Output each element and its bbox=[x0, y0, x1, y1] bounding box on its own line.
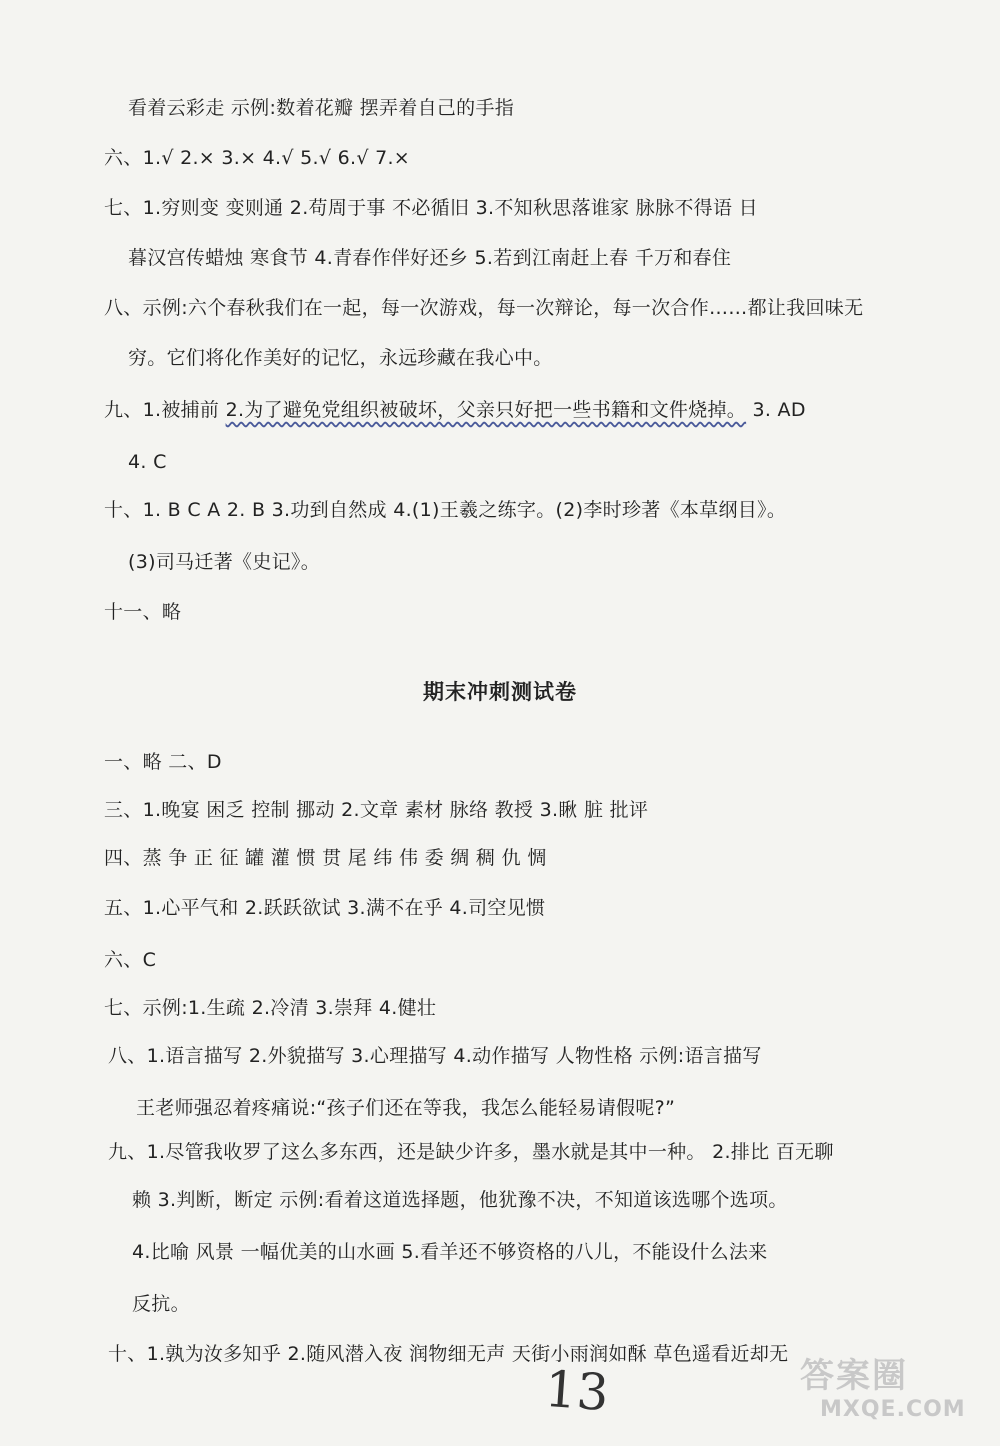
watermark-title: 答案圈 bbox=[800, 1356, 908, 1396]
answer-line: 看着云彩走 示例:数着花瓣 摆弄着自己的手指 bbox=[128, 97, 515, 119]
answer-line: 七、示例:1.生疏 2.冷清 3.崇拜 4.健壮 bbox=[104, 997, 437, 1019]
answer-line: (3)司马迁著《史记》。 bbox=[128, 551, 321, 573]
answer-line: 反抗。 bbox=[132, 1293, 190, 1315]
answer-line: 五、1.心平气和 2.跃跃欲试 3.满不在乎 4.司空见惯 bbox=[104, 897, 546, 919]
answer-line: 十一、略 bbox=[104, 601, 182, 623]
answer-line: 八、1.语言描写 2.外貌描写 3.心理描写 4.动作描写 人物性格 示例:语言描写 bbox=[108, 1045, 762, 1067]
answer-line: 四、蒸 争 正 征 罐 灌 惯 贯 尾 纬 伟 委 绸 稠 仇 惆 bbox=[104, 847, 547, 869]
answer-line: 穷。它们将化作美好的记忆，永远珍藏在我心中。 bbox=[128, 347, 553, 369]
answer-line: 六、C bbox=[104, 949, 157, 971]
answer-segment: 九、1.被捕前 bbox=[104, 399, 226, 421]
answer-line: 赖 3.判断，断定 示例:看着这道选择题，他犹豫不决，不知道该选哪个选项。 bbox=[132, 1189, 788, 1211]
answer-line: 王老师强忍着疼痛说:“孩子们还在等我，我怎么能轻易请假呢?” bbox=[136, 1097, 676, 1119]
answer-line: 4. C bbox=[128, 451, 167, 473]
answer-line: 一、略 二、D bbox=[104, 751, 222, 773]
answer-line: 4.比喻 风景 一幅优美的山水画 5.看羊还不够资格的八儿，不能设什么法来 bbox=[132, 1241, 768, 1263]
answer-line: 八、示例:六个春秋我们在一起，每一次游戏，每一次辩论，每一次合作……都让我回味无 bbox=[104, 297, 864, 319]
answer-segment: 3. AD bbox=[746, 399, 806, 421]
answer-line: 十、1.孰为汝多知乎 2.随风潜入夜 润物细无声 天街小雨润如酥 草色遥看近却无 bbox=[108, 1343, 789, 1365]
answer-line: 三、1.晚宴 困乏 控制 挪动 2.文章 素材 脉络 教授 3.瞅 脏 批评 bbox=[104, 799, 649, 821]
answer-line: 六、1.√ 2.× 3.× 4.√ 5.√ 6.√ 7.× bbox=[104, 147, 411, 169]
answer-line: 暮汉宫传蜡烛 寒食节 4.青春作伴好还乡 5.若到江南赶上春 千万和春住 bbox=[128, 247, 732, 269]
answer-line: 九、1.尽管我收罗了这么多东西，还是缺少许多，墨水就是其中一种。 2.排比 百无聊 bbox=[108, 1141, 834, 1163]
underlined-answer: 2.为了避免党组织被破坏，父亲只好把一些书籍和文件烧掉。 bbox=[225, 399, 747, 421]
section-title: 期末冲刺测试卷 bbox=[423, 680, 577, 704]
watermark-logo bbox=[800, 1356, 990, 1436]
answer-line-nine bbox=[104, 398, 806, 422]
answer-line: 十、1. B C A 2. B 3.功到自然成 4.(1)王羲之练字。(2)李时珍著《本草纲目》。 bbox=[104, 499, 787, 521]
watermark-url: MXQE.COM bbox=[820, 1397, 966, 1422]
answer-line: 七、1.穷则变 变则通 2.苟周于事 不必循旧 3.不知秋思落谁家 脉脉不得语 日 bbox=[104, 197, 758, 219]
page-number: 13 bbox=[543, 1359, 611, 1423]
